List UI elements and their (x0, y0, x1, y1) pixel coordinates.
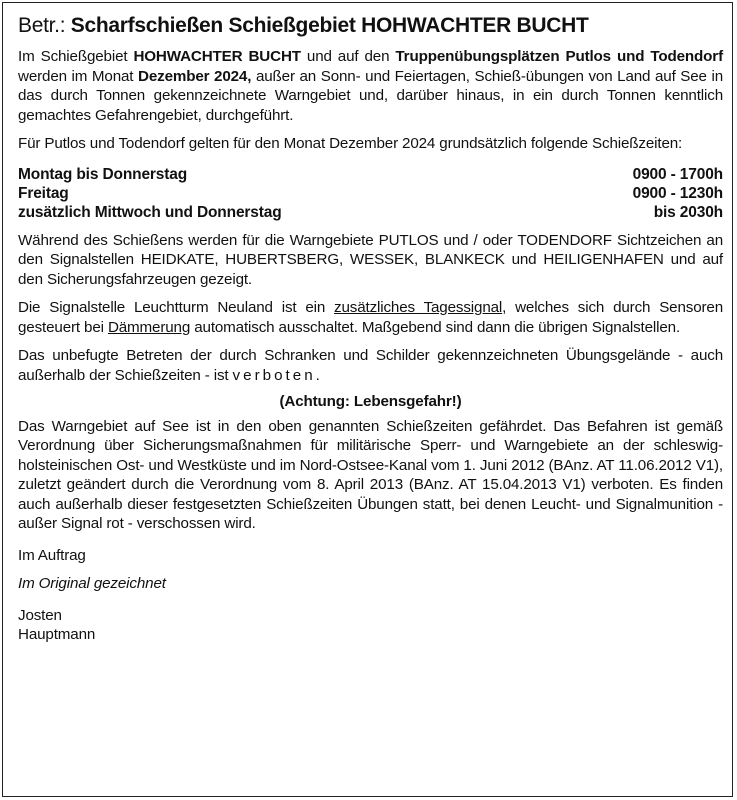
lighthouse-underline-2: Dämmerung (107, 318, 191, 336)
intro-bold-places: Truppenübungsplätzen Putlos und Todendorf (395, 48, 723, 65)
notice-frame (2, 2, 733, 797)
intro-text-3: werden im Monat (18, 67, 139, 85)
lighthouse-paragraph (18, 298, 723, 337)
schedule-day: Freitag (18, 184, 69, 202)
schedule-time: 0900 - 1230h (632, 184, 723, 202)
schedule-row (18, 203, 723, 222)
signer-name: Josten (18, 606, 62, 624)
schedule-intro: Für Putlos und Todendorf gelten für den Monat Dezember 2024 grundsätzlich folgende Schießzeiten: (18, 135, 683, 152)
sea-area-paragraph: Das Warngebiet auf See ist in den oben genannten Schießzeiten gefährdet. Das Befahren ist gemäß Verordnung über Sicherungsmaßnahmen für militärische Sperr- und Warngebiete an der schleswig-holsteinischen Ost- und Westküste und im Nord-Ostsee-Kanal vom 1. Juni 2012 (BAnz. AT 11.06.2012 V1), zuletzt geändert durch die Verordnung vom 8. April 2013 (BAnz. AT 15.04.2013 V1) verboten. Es finden auch außerhalb dieser festgesetzten Schießzeiten Übungen statt, bei denen Leucht- und Signalmunition - außer Signal rot - verschossen wird. (18, 417, 723, 532)
intro-bold-month: Dezember 2024, (138, 67, 252, 85)
title-main: Scharfschießen Schießgebiet HOHWACHTER BUCHT (70, 14, 589, 37)
intro-text-2: und auf den (300, 48, 396, 65)
danger-warning: (Achtung: Lebensgefahr!) (279, 393, 462, 410)
lighthouse-text-1: Die Signalstelle Leuchtturm Neuland ist ein (18, 299, 335, 316)
closing-auftrag: Im Auftrag (18, 546, 86, 564)
signer-rank: Hauptmann (18, 626, 96, 643)
schedule-time: bis 2030h (653, 203, 723, 221)
schedule-day: Montag bis Donnerstag (18, 165, 188, 183)
closing-signed: Im Original gezeichnet (18, 575, 166, 592)
notice-content (18, 11, 723, 645)
intro-paragraph (18, 47, 723, 125)
trespass-text: Das unbefugte Betreten der durch Schranken und Schilder gekennzeichneten Übungsgelände - auch außerhalb der Schießzeiten - ist (18, 347, 723, 384)
intro-text-1: Im Schießgebiet (18, 48, 134, 65)
schedule-time: 0900 - 1700h (632, 165, 723, 183)
intro-bold-area: HOHWACHTER BUCHT (133, 48, 301, 65)
trespass-spaced-word: verboten (232, 366, 316, 384)
lighthouse-text-2: , welches sich durch Sensoren gesteuert bei (18, 299, 724, 336)
schedule-row (18, 165, 723, 184)
intro-text-4: außer an Sonn- und Feiertagen, Schieß-übungen von Land auf See in das durch Tonnen gekennzeichnete Warngebiet und, darüber hinaus, in ein durch Tonnen kenntlich gemachtes Gefahrengebiet, durchgeführt. (18, 67, 724, 124)
trespass-paragraph (18, 346, 723, 385)
lighthouse-underline-1: zusätzliches Tagessignal (334, 299, 503, 316)
notice-title (18, 11, 723, 41)
schedule-day: zusätzlich Mittwoch und Donnerstag (18, 203, 282, 221)
schedule-row (18, 184, 723, 203)
trespass-end: . (315, 366, 320, 384)
lighthouse-text-3: automatisch ausschaltet. Maßgebend sind dann die übrigen Signalstellen. (190, 318, 681, 336)
title-prefix: Betr.: (18, 14, 71, 37)
signal-stations-paragraph: Während des Schießens werden für die Warngebiete PUTLOS und / oder TODENDORF Sichtzeichen an den Signalstellen HEIDKATE, HUBERTSBERG, WESSEK, BLANKECK und HEILIGENHAFEN und auf den Sicherungsfahrzeugen gezeigt. (18, 231, 723, 288)
schedule-table (18, 165, 723, 222)
